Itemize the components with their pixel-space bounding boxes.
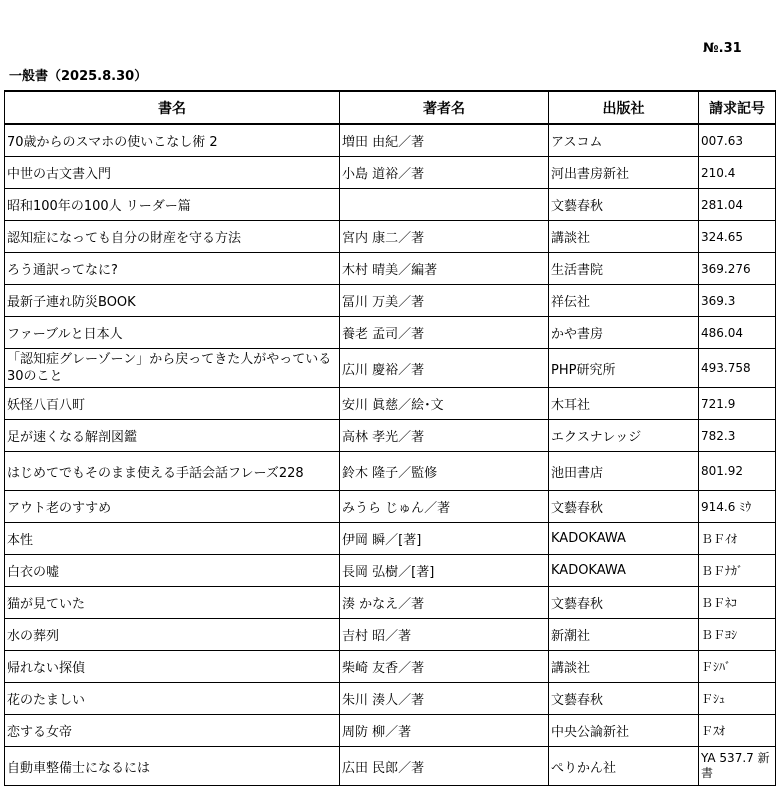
book-title: 足が速くなる解剖図鑑: [5, 420, 340, 452]
book-publisher: アスコム: [549, 124, 699, 157]
book-title: ろう通訳ってなに?: [5, 253, 340, 285]
book-author: 長岡 弘樹／[著]: [340, 555, 549, 587]
table-row: [5, 683, 776, 715]
table-row: [5, 491, 776, 523]
book-call-number: 369.3: [699, 285, 776, 317]
book-title: 恋する女帝: [5, 715, 340, 747]
book-title: 自動車整備士になるには: [5, 747, 340, 786]
book-author: 木村 晴美／編著: [340, 253, 549, 285]
book-list-table: [4, 90, 776, 786]
book-author: 朱川 湊人／著: [340, 683, 549, 715]
book-author: 広川 慶裕／著: [340, 349, 549, 388]
book-publisher: 河出書房新社: [549, 157, 699, 189]
book-call-number: 369.276: [699, 253, 776, 285]
book-call-number: Ｆｼﾊﾞ: [699, 651, 776, 683]
book-publisher: 文藝春秋: [549, 189, 699, 221]
table-row: [5, 587, 776, 619]
book-title: 昭和100年の100人 リーダー篇: [5, 189, 340, 221]
table-row: [5, 420, 776, 452]
book-title: 花のたましい: [5, 683, 340, 715]
book-author: 柴崎 友香／著: [340, 651, 549, 683]
book-author: 広田 民郎／著: [340, 747, 549, 786]
column-header-title: 書名: [5, 91, 340, 124]
book-title: 水の葬列: [5, 619, 340, 651]
book-publisher: KADOKAWA: [549, 555, 699, 587]
column-header-publisher: 出版社: [549, 91, 699, 124]
book-author: 養老 孟司／著: [340, 317, 549, 349]
book-publisher: 文藝春秋: [549, 491, 699, 523]
table-row: [5, 619, 776, 651]
table-row: [5, 715, 776, 747]
book-author: 吉村 昭／著: [340, 619, 549, 651]
book-call-number: 721.9: [699, 388, 776, 420]
book-title: 猫が見ていた: [5, 587, 340, 619]
book-title: はじめてでもそのまま使える手話会話フレーズ228: [5, 452, 340, 491]
book-call-number: ＢＦﾅｶﾞ: [699, 555, 776, 587]
book-title: 70歳からのスマホの使いこなし術 2: [5, 124, 340, 157]
book-call-number: 210.4: [699, 157, 776, 189]
book-author: 小島 道裕／著: [340, 157, 549, 189]
book-title: 「認知症グレーゾーン」から戻ってきた人がやっている30のこと: [5, 349, 340, 388]
book-publisher: 生活書院: [549, 253, 699, 285]
table-row: [5, 189, 776, 221]
book-call-number: 486.04: [699, 317, 776, 349]
book-publisher: PHP研究所: [549, 349, 699, 388]
table-row: [5, 253, 776, 285]
book-title: アウト老のすすめ: [5, 491, 340, 523]
table-row: [5, 452, 776, 491]
book-call-number: YA 537.7 新書: [699, 747, 776, 786]
book-call-number: 007.63: [699, 124, 776, 157]
book-publisher: 講談社: [549, 221, 699, 253]
book-author: 高林 孝光／著: [340, 420, 549, 452]
book-publisher: かや書房: [549, 317, 699, 349]
table-row: [5, 747, 776, 786]
book-call-number: 801.92: [699, 452, 776, 491]
table-row: [5, 555, 776, 587]
book-title: 中世の古文書入門: [5, 157, 340, 189]
table-row: [5, 651, 776, 683]
document-number: №.31: [703, 41, 742, 56]
book-call-number: Ｆｼｭ: [699, 683, 776, 715]
book-author: 湊 かなえ／著: [340, 587, 549, 619]
table-row: [5, 157, 776, 189]
book-call-number: 782.3: [699, 420, 776, 452]
book-title: 妖怪八百八町: [5, 388, 340, 420]
book-author: [340, 189, 549, 221]
book-publisher: 講談社: [549, 651, 699, 683]
book-call-number: ＢＦｲｵ: [699, 523, 776, 555]
book-title: 帰れない探偵: [5, 651, 340, 683]
book-author: 宮内 康二／著: [340, 221, 549, 253]
book-title: 本性: [5, 523, 340, 555]
book-author: 増田 由紀／著: [340, 124, 549, 157]
book-call-number: 281.04: [699, 189, 776, 221]
book-author: 鈴木 隆子／監修: [340, 452, 549, 491]
table-row: [5, 124, 776, 157]
book-publisher: エクスナレッジ: [549, 420, 699, 452]
book-call-number: 493.758: [699, 349, 776, 388]
book-call-number: 914.6 ﾐｳ: [699, 491, 776, 523]
header-row: [5, 91, 776, 124]
book-title: 認知症になっても自分の財産を守る方法: [5, 221, 340, 253]
book-publisher: 新潮社: [549, 619, 699, 651]
book-call-number: Ｆｽｵ: [699, 715, 776, 747]
book-publisher: 文藝春秋: [549, 587, 699, 619]
table-row: [5, 388, 776, 420]
book-publisher: 文藝春秋: [549, 683, 699, 715]
book-title: 最新子連れ防災BOOK: [5, 285, 340, 317]
book-publisher: 池田書店: [549, 452, 699, 491]
book-author: 伊岡 瞬／[著]: [340, 523, 549, 555]
book-author: 周防 柳／著: [340, 715, 549, 747]
book-call-number: ＢＦﾖｼ: [699, 619, 776, 651]
book-call-number: 324.65: [699, 221, 776, 253]
column-header-call-number: 請求記号: [699, 91, 776, 124]
book-title: 白衣の嘘: [5, 555, 340, 587]
list-heading: 一般書（2025.8.30）: [9, 69, 148, 84]
book-author: 安川 眞慈／絵･文: [340, 388, 549, 420]
book-publisher: 木耳社: [549, 388, 699, 420]
table-row: [5, 317, 776, 349]
table-row: [5, 285, 776, 317]
book-publisher: KADOKAWA: [549, 523, 699, 555]
table-row: [5, 349, 776, 388]
book-title: ファーブルと日本人: [5, 317, 340, 349]
table-row: [5, 221, 776, 253]
table-row: [5, 523, 776, 555]
column-header-author: 著者名: [340, 91, 549, 124]
book-publisher: ぺりかん社: [549, 747, 699, 786]
book-author: 冨川 万美／著: [340, 285, 549, 317]
book-publisher: 祥伝社: [549, 285, 699, 317]
book-publisher: 中央公論新社: [549, 715, 699, 747]
book-author: みうら じゅん／著: [340, 491, 549, 523]
book-call-number: ＢＦﾈｺ: [699, 587, 776, 619]
